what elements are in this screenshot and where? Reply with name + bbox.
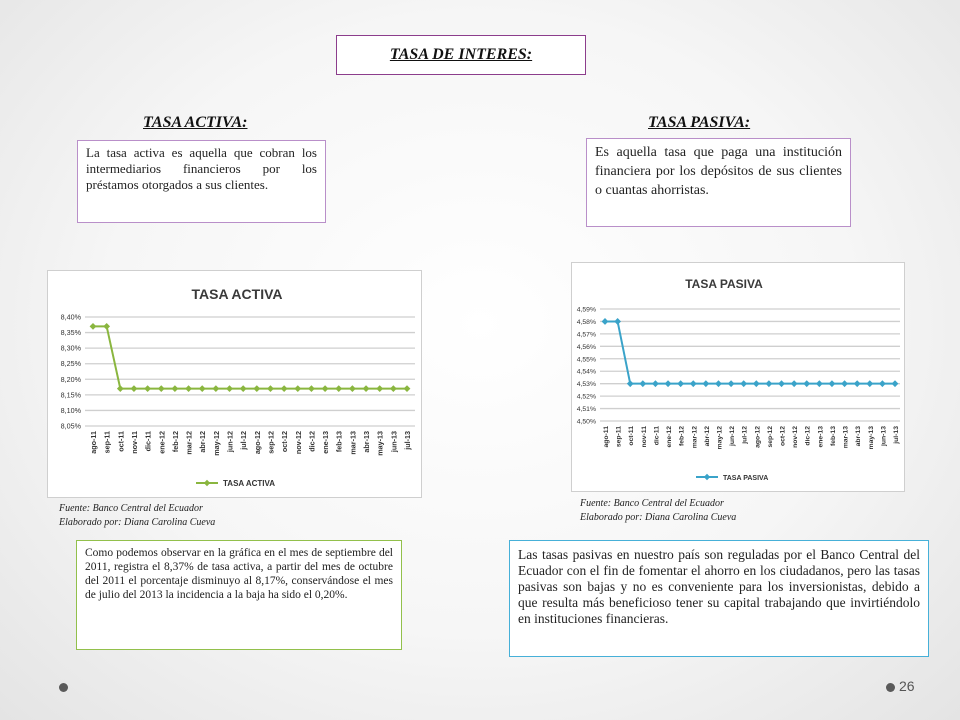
data-point [854,380,861,387]
x-tick-label: nov-11 [640,426,648,448]
x-tick-label: dic-12 [307,431,317,452]
x-tick-label: may-12 [716,426,724,450]
data-point [335,385,342,392]
data-point [829,380,836,387]
x-tick-label: ene-13 [321,431,331,454]
x-tick-label: mar-13 [842,426,850,449]
x-tick-label: oct-12 [779,426,787,447]
data-point [404,385,411,392]
y-tick-label: 8,20% [60,374,81,384]
legend-swatch-marker [704,474,710,480]
data-point [728,380,735,387]
data-point [90,323,97,330]
data-point [803,380,810,387]
data-point [816,380,823,387]
x-tick-label: feb-12 [170,431,180,453]
data-point [791,380,798,387]
y-tick-label: 4,59% [576,306,596,314]
tasa-activa-source [59,502,215,530]
chart-title: TASA ACTIVA [191,286,283,302]
y-tick-label: 8,40% [60,312,81,322]
x-tick-label: jun-12 [729,426,737,447]
x-tick-label: dic-11 [143,431,153,452]
y-tick-label: 8,35% [60,328,81,338]
source-line: Fuente: Banco Central del Ecuador [59,503,203,514]
x-tick-label: nov-12 [792,426,800,448]
data-point [778,380,785,387]
data-point [322,385,329,392]
data-point [212,385,219,392]
data-point [639,380,646,387]
x-tick-label: mar-12 [691,426,699,449]
x-tick-label: dic-12 [804,426,812,446]
x-tick-label: feb-13 [829,426,837,447]
data-point [144,385,151,392]
x-tick-label: abr-13 [362,431,372,453]
legend-swatch-marker [204,480,210,486]
page-title: TASA DE INTERES: [336,35,586,75]
data-point [841,380,848,387]
data-point [131,385,138,392]
legend-label: TASA ACTIVA [223,479,275,488]
data-point [740,380,747,387]
x-tick-label: abr-12 [703,426,711,447]
y-tick-label: 8,30% [60,343,81,353]
data-point [602,318,609,325]
x-tick-label: jun-12 [225,431,235,453]
legend-label: TASA PASIVA [723,475,769,482]
author-line: Elaborado por: Diana Carolina Cueva [580,512,737,523]
x-tick-label: feb-12 [678,426,686,447]
x-tick-label: jul-12 [741,426,749,444]
y-tick-label: 4,58% [576,318,596,326]
data-point [226,385,233,392]
x-tick-label: jul-13 [893,426,900,444]
author-line: Elaborado por: Diana Carolina Cueva [59,517,216,528]
y-tick-label: 8,25% [60,359,81,369]
series-line [605,321,895,383]
data-point [172,385,179,392]
y-tick-label: 4,53% [576,381,596,389]
x-tick-label: may-13 [375,431,385,456]
y-tick-label: 4,55% [576,356,596,364]
data-point [879,380,886,387]
x-tick-label: jun-13 [389,431,399,453]
data-point [665,380,672,387]
data-point [614,318,621,325]
y-tick-label: 8,15% [60,390,81,400]
tasa-pasiva-chart [571,262,905,492]
data-point [253,385,260,392]
x-tick-label: may-12 [211,431,221,456]
x-tick-label: ago-11 [603,426,610,448]
x-tick-label: ene-12 [157,431,167,454]
source-line: Fuente: Banco Central del Ecuador [580,498,724,509]
y-tick-label: 4,51% [576,406,596,414]
footer-bullet-left [59,683,68,692]
y-tick-label: 4,50% [576,418,596,426]
data-point [267,385,274,392]
x-tick-label: nov-12 [293,431,303,455]
tasa-pasiva-heading: TASA PASIVA: [648,114,751,131]
data-point [117,385,124,392]
data-point [185,385,192,392]
y-tick-label: 4,52% [576,393,596,401]
y-tick-label: 4,57% [576,331,596,339]
x-tick-label: abr-12 [198,431,208,453]
x-tick-label: dic-11 [653,426,661,446]
x-tick-label: abr-13 [855,426,863,447]
data-point [715,380,722,387]
data-point [363,385,370,392]
x-tick-label: sep-11 [615,426,623,448]
tasa-activa-chart-svg [48,271,422,498]
x-tick-label: may-13 [867,426,875,450]
y-tick-label: 4,54% [576,368,596,376]
x-tick-label: mar-12 [184,431,194,455]
data-point [866,380,873,387]
data-point [690,380,697,387]
x-tick-label: ago-12 [252,431,262,455]
x-tick-label: jul-12 [239,431,249,450]
tasa-pasiva-source [580,497,736,525]
y-tick-label: 8,10% [60,405,81,415]
x-tick-label: oct-11 [116,431,126,452]
x-tick-label: sep-12 [766,426,774,448]
data-point [294,385,301,392]
x-tick-label: nov-11 [129,431,139,454]
data-point [281,385,288,392]
x-tick-label: sep-12 [266,431,276,454]
x-tick-label: ene-12 [666,426,674,448]
x-tick-label: mar-13 [348,431,358,455]
tasa-pasiva-note: Las tasas pasivas en nuestro país son reguladas por el Banco Central del Ecuador con el fin de fomentar el ahorro en los ciudadanos, pero las tasas pasivas son bajas y no es conveniente para los inversionistas, debido a que resulta más beneficioso tener su capital trabajando que invirtiéndolo en instituciones financieras. [509,540,929,657]
chart-title: TASA PASIVA [685,277,763,291]
footer-bullet-right [886,683,895,692]
x-tick-label: oct-12 [280,431,290,453]
x-tick-label: feb-13 [334,431,344,453]
x-tick-label: oct-11 [628,426,636,446]
data-point [892,380,899,387]
data-point [158,385,165,392]
tasa-activa-chart [47,270,422,498]
data-point [103,323,110,330]
data-point [376,385,383,392]
data-point [677,380,684,387]
x-tick-label: ene-13 [817,426,825,448]
data-point [702,380,709,387]
data-point [753,380,760,387]
y-tick-label: 4,56% [576,343,596,351]
tasa-pasiva-description: Es aquella tasa que paga una institución financiera por los depósitos de sus clientes o cuantas ahorristas. [586,138,851,227]
data-point [627,380,634,387]
tasa-activa-heading: TASA ACTIVA: [143,114,248,131]
x-tick-label: ago-12 [754,426,762,448]
data-point [766,380,773,387]
x-tick-label: jun-13 [880,426,888,447]
x-tick-label: jul-13 [403,431,412,450]
tasa-pasiva-chart-svg [572,263,905,492]
page-number: 26 [899,678,915,694]
data-point [349,385,356,392]
x-tick-label: ago-11 [89,431,98,454]
tasa-activa-description: La tasa activa es aquella que cobran los intermediarios financieros por los préstamos otorgados a sus clientes. [77,140,326,223]
data-point [652,380,659,387]
data-point [308,385,315,392]
data-point [390,385,397,392]
y-tick-label: 8,05% [60,421,81,431]
x-tick-label: sep-11 [102,431,112,454]
data-point [240,385,247,392]
data-point [199,385,206,392]
tasa-activa-note: Como podemos observar en la gráfica en el mes de septiembre del 2011, registra el 8,37% de tasa activa, a partir del mes de octubre del 2011 el porcentaje disminuyo al 8,17%, conservándose el mes de julio del 2013 la incidencia a la baja ha sido el 0,20%. [76,540,402,650]
